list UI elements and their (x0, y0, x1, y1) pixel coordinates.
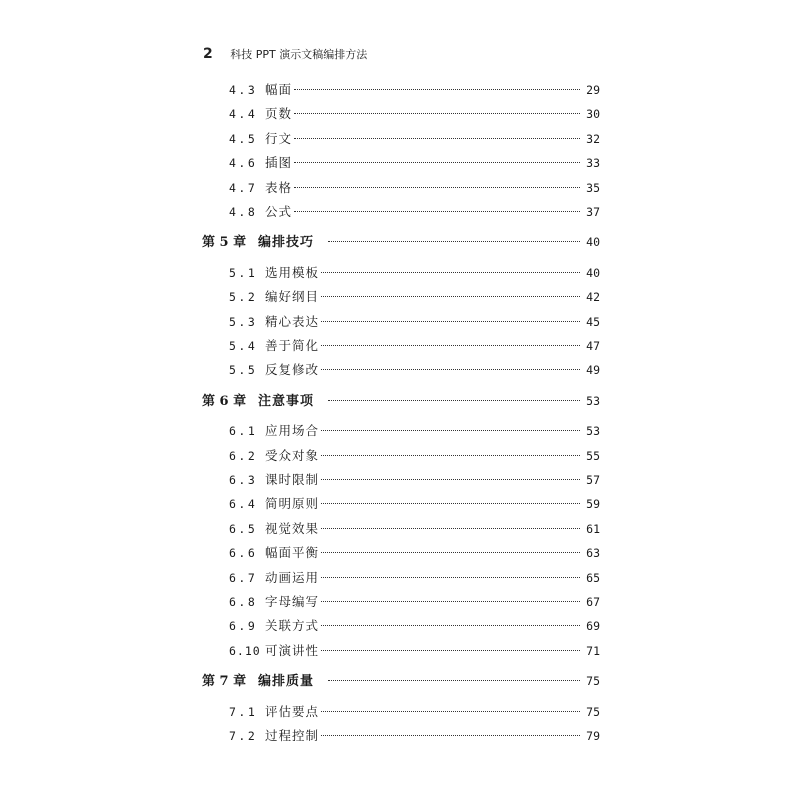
section-number: 5.3 (229, 315, 258, 329)
page-number-ref: 61 (586, 522, 600, 536)
toc-section-row (229, 312, 600, 332)
section-number: 6.2 (229, 449, 258, 463)
toc-section-row (229, 641, 600, 661)
toc-section-row (229, 153, 600, 173)
page-number-ref: 30 (586, 107, 600, 121)
dot-leader (321, 650, 580, 651)
page-number-ref: 63 (586, 546, 600, 560)
section-title: 受众对象 (265, 448, 320, 463)
page-number-ref: 59 (586, 497, 600, 511)
section-number: 7.1 (229, 705, 258, 719)
section-number: 6.6 (229, 546, 258, 560)
page-number-ref: 67 (586, 595, 600, 609)
section-number: 4.6 (229, 156, 258, 170)
section-title: 插图 (265, 155, 293, 170)
dot-leader (294, 211, 580, 212)
section-number: 6.7 (229, 571, 258, 585)
dot-leader (321, 735, 580, 736)
section-number: 4.4 (229, 107, 258, 121)
section-title: 精心表达 (265, 314, 320, 329)
toc-section-row (229, 446, 600, 466)
dot-leader (294, 162, 580, 163)
page-number-ref: 40 (586, 235, 600, 249)
page-number-ref: 29 (586, 83, 600, 97)
section-title: 过程控制 (265, 728, 320, 743)
section-title: 反复修改 (265, 362, 320, 377)
dot-leader (328, 680, 580, 681)
page-number-ref: 37 (586, 205, 600, 219)
toc-section-row (229, 616, 600, 636)
dot-leader (321, 503, 580, 504)
section-number: 6.4 (229, 497, 258, 511)
toc-chapter-row (202, 391, 600, 411)
page-number-ref: 79 (586, 729, 600, 743)
chapter-title: 编排质量 (258, 674, 315, 689)
dot-leader (321, 479, 580, 480)
page-number-ref: 49 (586, 363, 600, 377)
page-number-ref: 53 (586, 394, 600, 408)
section-number: 4.8 (229, 205, 258, 219)
section-title: 视觉效果 (265, 521, 320, 536)
section-number: 4.7 (229, 181, 258, 195)
section-number: 5.2 (229, 290, 258, 304)
toc-section-row (229, 202, 600, 222)
section-number: 6.10 (229, 644, 261, 658)
page-number-ref: 45 (586, 315, 600, 329)
dot-leader (321, 625, 580, 626)
page-number-ref: 53 (586, 424, 600, 438)
section-title: 幅面 (265, 82, 293, 97)
section-title: 应用场合 (265, 423, 320, 438)
chapter-title: 注意事项 (258, 394, 315, 409)
chapter-number: 第 6 章 (202, 394, 247, 409)
section-number: 6.3 (229, 473, 258, 487)
section-number: 6.1 (229, 424, 258, 438)
toc-section-row (229, 360, 600, 380)
section-number: 4.5 (229, 132, 258, 146)
page-number-ref: 33 (586, 156, 600, 170)
dot-leader (321, 369, 580, 370)
page-number-ref: 65 (586, 571, 600, 585)
dot-leader (328, 241, 580, 242)
toc-section-row (229, 178, 600, 198)
toc-section-row (229, 421, 600, 441)
chapter-number: 第 7 章 (202, 674, 247, 689)
section-number: 6.9 (229, 619, 258, 633)
section-number: 5.5 (229, 363, 258, 377)
page-number-ref: 47 (586, 339, 600, 353)
section-number: 4.3 (229, 83, 258, 97)
section-title: 公式 (265, 204, 293, 219)
dot-leader (321, 601, 580, 602)
toc-section-row (229, 726, 600, 746)
toc-section-row (229, 543, 600, 563)
dot-leader (321, 321, 580, 322)
page-number-ref: 55 (586, 449, 600, 463)
dot-leader (294, 138, 580, 139)
section-title: 编好纲目 (265, 289, 320, 304)
dot-leader (321, 272, 580, 273)
dot-leader (321, 577, 580, 578)
page-number-ref: 69 (586, 619, 600, 633)
dot-leader (321, 528, 580, 529)
page-number-ref: 75 (586, 674, 600, 688)
chapter-title: 编排技巧 (258, 235, 315, 250)
dot-leader (294, 113, 580, 114)
section-title: 评估要点 (265, 704, 320, 719)
dot-leader (321, 455, 580, 456)
toc-chapter-row (202, 232, 600, 252)
section-title: 课时限制 (265, 472, 320, 487)
page-number-ref: 57 (586, 473, 600, 487)
section-number: 5.4 (229, 339, 258, 353)
toc-section-row (229, 287, 600, 307)
page-number-ref: 32 (586, 132, 600, 146)
dot-leader (321, 430, 580, 431)
section-title: 选用模板 (265, 265, 320, 280)
toc-section-row (229, 336, 600, 356)
dot-leader (321, 552, 580, 553)
section-title: 字母编写 (265, 594, 320, 609)
dot-leader (328, 400, 580, 401)
toc-chapter-row (202, 671, 600, 691)
toc-section-row (229, 80, 600, 100)
section-number: 5.1 (229, 266, 258, 280)
section-title: 幅面平衡 (265, 545, 320, 560)
dot-leader (321, 296, 580, 297)
dot-leader (294, 187, 580, 188)
book-title: 科技 PPT 演示文稿编排方法 (230, 48, 368, 61)
section-number: 6.5 (229, 522, 258, 536)
section-number: 6.8 (229, 595, 258, 609)
toc-section-row (229, 129, 600, 149)
toc-section-row (229, 568, 600, 588)
dot-leader (321, 345, 580, 346)
toc-section-row (229, 702, 600, 722)
page-number-ref: 75 (586, 705, 600, 719)
section-title: 动画运用 (265, 570, 320, 585)
dot-leader (294, 89, 580, 90)
section-title: 表格 (265, 180, 293, 195)
section-title: 简明原则 (265, 496, 320, 511)
section-title: 行文 (265, 131, 293, 146)
section-title: 关联方式 (265, 618, 320, 633)
toc-section-row (229, 104, 600, 124)
page-number-ref: 40 (586, 266, 600, 280)
section-title: 页数 (265, 106, 293, 121)
page-number: 2 (203, 46, 213, 62)
section-title: 善于简化 (265, 338, 320, 353)
toc-section-row (229, 494, 600, 514)
page-number-ref: 71 (586, 644, 600, 658)
page-number-ref: 35 (586, 181, 600, 195)
toc-section-row (229, 470, 600, 490)
toc-section-row (229, 263, 600, 283)
chapter-number: 第 5 章 (202, 235, 247, 250)
section-title: 可演讲性 (265, 643, 320, 658)
page-number-ref: 42 (586, 290, 600, 304)
toc-section-row (229, 592, 600, 612)
toc-section-row (229, 519, 600, 539)
section-number: 7.2 (229, 729, 258, 743)
dot-leader (321, 711, 580, 712)
